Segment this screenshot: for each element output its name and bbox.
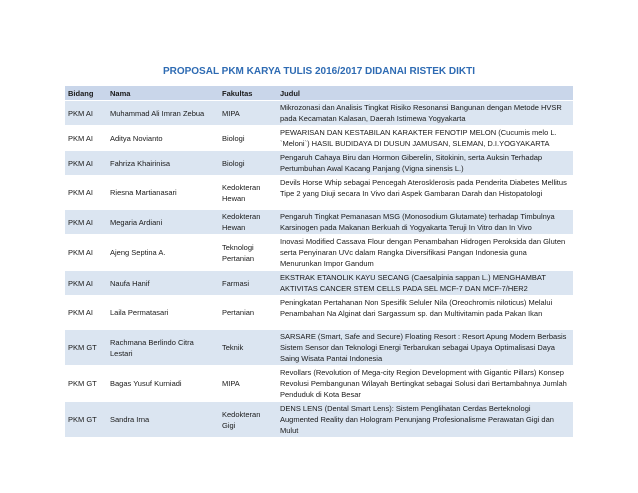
cell-judul: PEWARISAN DAN KESTABILAN KARAKTER FENOTIP MELON (Cucumis melo L. `Meloni`) HASIL BUDIDAYA DI DUSUN JAMUSAN, SLEMAN, D.I.YOGYAKARTA <box>277 126 573 151</box>
cell-nama: Megaria Ardiani <box>107 210 219 235</box>
cell-fakultas: Teknik <box>219 330 277 366</box>
cell-bidang: PKM AI <box>65 126 107 151</box>
page-title: PROPOSAL PKM KARYA TULIS 2016/2017 DIDANAI RISTEK DIKTI <box>162 66 476 77</box>
cell-fakultas: Biologi <box>219 126 277 151</box>
cell-judul: Pengaruh Tingkat Pemanasan MSG (Monosodium Glutamate) terhadap Timbulnya Karsinogen pada Makanan Berkuah di Yogyakarta Teruji In Vitro dan In Vivo <box>277 210 573 235</box>
cell-judul: Mikrozonasi dan Analisis Tingkat Risiko Resonansi Bangunan dengan Metode HVSR pada Kecamatan Kalasan, Daerah Istimewa Yogyakarta <box>277 101 573 126</box>
cell-judul: Devils Horse Whip sebagai Pencegah Aterosklerosis pada Penderita Diabetes Mellitus Tipe 2 yang Diuji secara In Vivo dari Aspek Gambaran Darah dan Histopatologi <box>277 176 573 210</box>
table-row <box>65 151 573 176</box>
table-header-row <box>65 86 573 101</box>
table-row <box>65 176 573 210</box>
cell-nama: Laila Permatasari <box>107 296 219 330</box>
cell-fakultas: Teknologi Pertanian <box>219 235 277 271</box>
cell-bidang: PKM GT <box>65 402 107 438</box>
cell-bidang: PKM AI <box>65 101 107 126</box>
cell-bidang: PKM AI <box>65 296 107 330</box>
cell-fakultas: MIPA <box>219 101 277 126</box>
table-row <box>65 210 573 235</box>
cell-bidang: PKM AI <box>65 235 107 271</box>
column-header-fakultas: Fakultas <box>219 86 277 101</box>
table-row <box>65 101 573 126</box>
table-row <box>65 235 573 271</box>
cell-bidang: PKM AI <box>65 151 107 176</box>
cell-bidang: PKM AI <box>65 176 107 210</box>
table-row <box>65 366 573 402</box>
table-row <box>65 271 573 296</box>
cell-fakultas: Kedokteran Gigi <box>219 402 277 438</box>
cell-nama: Naufa Hanif <box>107 271 219 296</box>
cell-nama: Aditya Novianto <box>107 126 219 151</box>
cell-judul: EKSTRAK ETANOLIK KAYU SECANG (Caesalpinia sappan L.) MENGHAMBAT AKTIVITAS CANCER STEM CELLS PADA SEL MCF-7 DAN MCF-7/HER2 <box>277 271 573 296</box>
cell-nama: Rachmana Berlindo Citra Lestari <box>107 330 219 366</box>
cell-judul: Revollars (Revolution of Mega-city Region Development with Gigantic Pillars) Konsep Revolusi Pembangunan Wilayah Bertingkat sebagai Solusi dari Bertambahnya Jumlah Penduduk di Kota Besar <box>277 366 573 402</box>
column-header-nama: Nama <box>107 86 219 101</box>
cell-nama: Fahriza Khairinisa <box>107 151 219 176</box>
cell-judul: Inovasi Modified Cassava Flour dengan Penambahan Hidrogen Peroksida dan Gluten serta Penyinaran UVc dalam Rangka Diversifikasi Pangan Indonesia guna Menurunkan Impor Gandum <box>277 235 573 271</box>
cell-fakultas: Farmasi <box>219 271 277 296</box>
cell-judul: SARSARE (Smart, Safe and Secure) Floating Resort : Resort Apung Modern Berbasis Sistem Sensor dan Teknologi Energi Terbarukan sebagai Upaya Optimalisasi Daya Saing Wisata Pantai Indonesia <box>277 330 573 366</box>
table-row <box>65 402 573 438</box>
cell-fakultas: Biologi <box>219 151 277 176</box>
cell-fakultas: Kedokteran Hewan <box>219 176 277 210</box>
cell-judul: Peningkatan Pertahanan Non Spesifik Seluler Nila (Oreochromis niloticus) Melalui Penambahan Na Alginat dari Sargassum sp. dan Multivitamin pada Pakan Ikan <box>277 296 573 330</box>
column-header-judul: Judul <box>277 86 573 101</box>
proposal-table <box>65 86 573 438</box>
cell-nama: Riesna Martianasari <box>107 176 219 210</box>
column-header-bidang: Bidang <box>65 86 107 101</box>
cell-bidang: PKM GT <box>65 366 107 402</box>
cell-nama: Muhammad Ali Imran Zebua <box>107 101 219 126</box>
cell-bidang: PKM AI <box>65 210 107 235</box>
cell-nama: Bagas Yusuf Kurniadi <box>107 366 219 402</box>
cell-fakultas: Kedokteran Hewan <box>219 210 277 235</box>
table-row <box>65 126 573 151</box>
table-row <box>65 330 573 366</box>
table-row <box>65 296 573 330</box>
cell-judul: Pengaruh Cahaya Biru dan Hormon Giberelin, Sitokinin, serta Auksin Terhadap Pertumbuhan Awal Kacang Panjang (Vigna sinensis L.) <box>277 151 573 176</box>
cell-nama: Ajeng Septina A. <box>107 235 219 271</box>
cell-judul: DENS LENS (Dental Smart Lens): Sistem Penglihatan Cerdas Berteknologi Augmented Reality dan Hologram Penunjang Profesionalisme Perawatan Gigi dan Mulut <box>277 402 573 438</box>
cell-bidang: PKM GT <box>65 330 107 366</box>
cell-bidang: PKM AI <box>65 271 107 296</box>
cell-fakultas: MIPA <box>219 366 277 402</box>
cell-fakultas: Pertanian <box>219 296 277 330</box>
cell-nama: Sandra Irna <box>107 402 219 438</box>
